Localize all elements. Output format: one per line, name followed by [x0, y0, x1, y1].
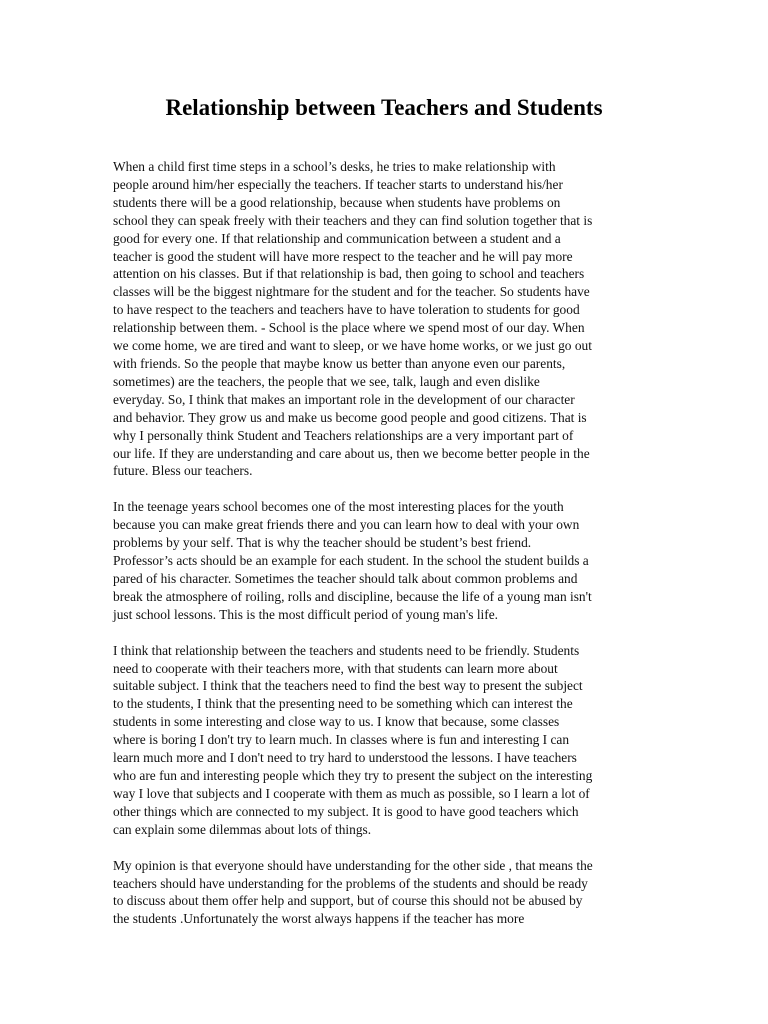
paragraph-line: other things which are connected to my subject. It is good to have good teachers which	[113, 803, 579, 819]
paragraph-line: who are fun and interesting people which they try to present the subject on the interesting	[113, 768, 593, 783]
paragraph-line: with friends. So the people that maybe know us better than anyone even our parents,	[113, 355, 566, 371]
paragraph-line: why I personally think Student and Teachers relationships are a very important part of	[113, 427, 574, 443]
paragraph-line: everyday. So, I think that makes an important role in the development of our character	[113, 391, 575, 407]
paragraph-line: to the students, I think that the presenting need to be something which can interest the	[113, 696, 573, 712]
document-title: Relationship between Teachers and Students	[165, 95, 603, 120]
paragraph-line: can explain some dilemmas about lots of things.	[113, 821, 372, 837]
paragraph	[113, 498, 669, 623]
paragraph-line: pared of his character. Sometimes the teacher should talk about common problems and	[113, 570, 578, 586]
paragraph-line: learn much more and I don't need to try hard to understood the lessons. I have teachers	[113, 750, 577, 766]
paragraph-line: sometimes) are the teachers, the people that we see, talk, laugh and even dislike	[113, 373, 540, 389]
paragraph-line: suitable subject. I think that the teachers need to find the best way to present the subject	[113, 678, 583, 694]
paragraph-line: the students .Unfortunately the worst always happens if the teacher has more	[113, 911, 525, 927]
paragraph	[113, 642, 669, 839]
paragraph-line: to have respect to the teachers and teachers have to have toleration to students for good	[113, 302, 580, 318]
paragraph	[113, 158, 669, 480]
paragraph-line: we come home, we are tired and want to sleep, or we have home works, or we just go out	[113, 338, 592, 354]
paragraph-line: My opinion is that everyone should have understanding for the other side , that means the	[113, 857, 593, 873]
paragraph-line: teachers should have understanding for the problems of the students and should be ready	[113, 875, 588, 891]
paragraph-line: attention on his classes. But if that relationship is bad, then going to school and teachers	[113, 266, 585, 282]
paragraph-line: people around him/her especially the teachers. If teacher starts to understand his/her	[113, 176, 563, 192]
paragraph-line: students in some interesting and close way to us. I know that because, some classes	[113, 714, 560, 730]
paragraph	[113, 857, 669, 929]
paragraph-line: students there will be a good relationship, because when students have problems on	[113, 194, 561, 210]
paragraph-line: our life. If they are understanding and care about us, then we become better people in the	[113, 445, 590, 461]
paragraph-line: good for every one. If that relationship and communication between a student and a	[113, 230, 561, 246]
paragraph-line: relationship between them. - School is the place where we spend most of our day. When	[113, 320, 585, 336]
paragraph-line: I think that relationship between the teachers and students need to be friendly. Students	[113, 642, 580, 658]
paragraph-line: and behavior. They grow us and make us become good people and good citizens. That is	[113, 409, 587, 425]
paragraph-line: break the atmosphere of roiling, rolls and discipline, because the life of a young man isn't	[113, 588, 592, 604]
paragraph-line: school they can speak freely with their teachers and they can find solution together that is	[113, 212, 593, 228]
paragraph-line: way I love that subjects and I cooperate with them as much as possible, so I learn a lot of	[113, 785, 590, 801]
paragraph-line: teacher is good the student will have more respect to the teacher and he will pay more	[113, 248, 573, 264]
paragraph-line: In the teenage years school becomes one of the most interesting places for the youth	[113, 499, 564, 515]
paragraph-line: future. Bless our teachers.	[113, 463, 253, 479]
paragraph-line: to discuss about them offer help and support, but of course this should not be abused by	[113, 893, 583, 909]
paragraph-line: just school lessons. This is the most difficult period of young man's life.	[113, 606, 499, 622]
paragraph-line: classes will be the biggest nightmare for the student and for the teacher. So students have	[113, 284, 590, 300]
paragraph-line: Professor’s acts should be an example for each student. In the school the student builds a	[113, 553, 589, 569]
paragraph-line: because you can make great friends there and you can learn how to deal with your own	[113, 517, 580, 533]
paragraph-line: When a child first time steps in a school’s desks, he tries to make relationship with	[113, 159, 556, 174]
paragraph-line: need to cooperate with their teachers more, with that students can learn more about	[113, 660, 558, 676]
paragraph-line: where is boring I don't try to learn much. In classes where is fun and interesting I can	[113, 732, 570, 748]
document-body	[113, 158, 669, 946]
paragraph-line: problems by your self. That is why the teacher should be student’s best friend.	[113, 535, 532, 551]
